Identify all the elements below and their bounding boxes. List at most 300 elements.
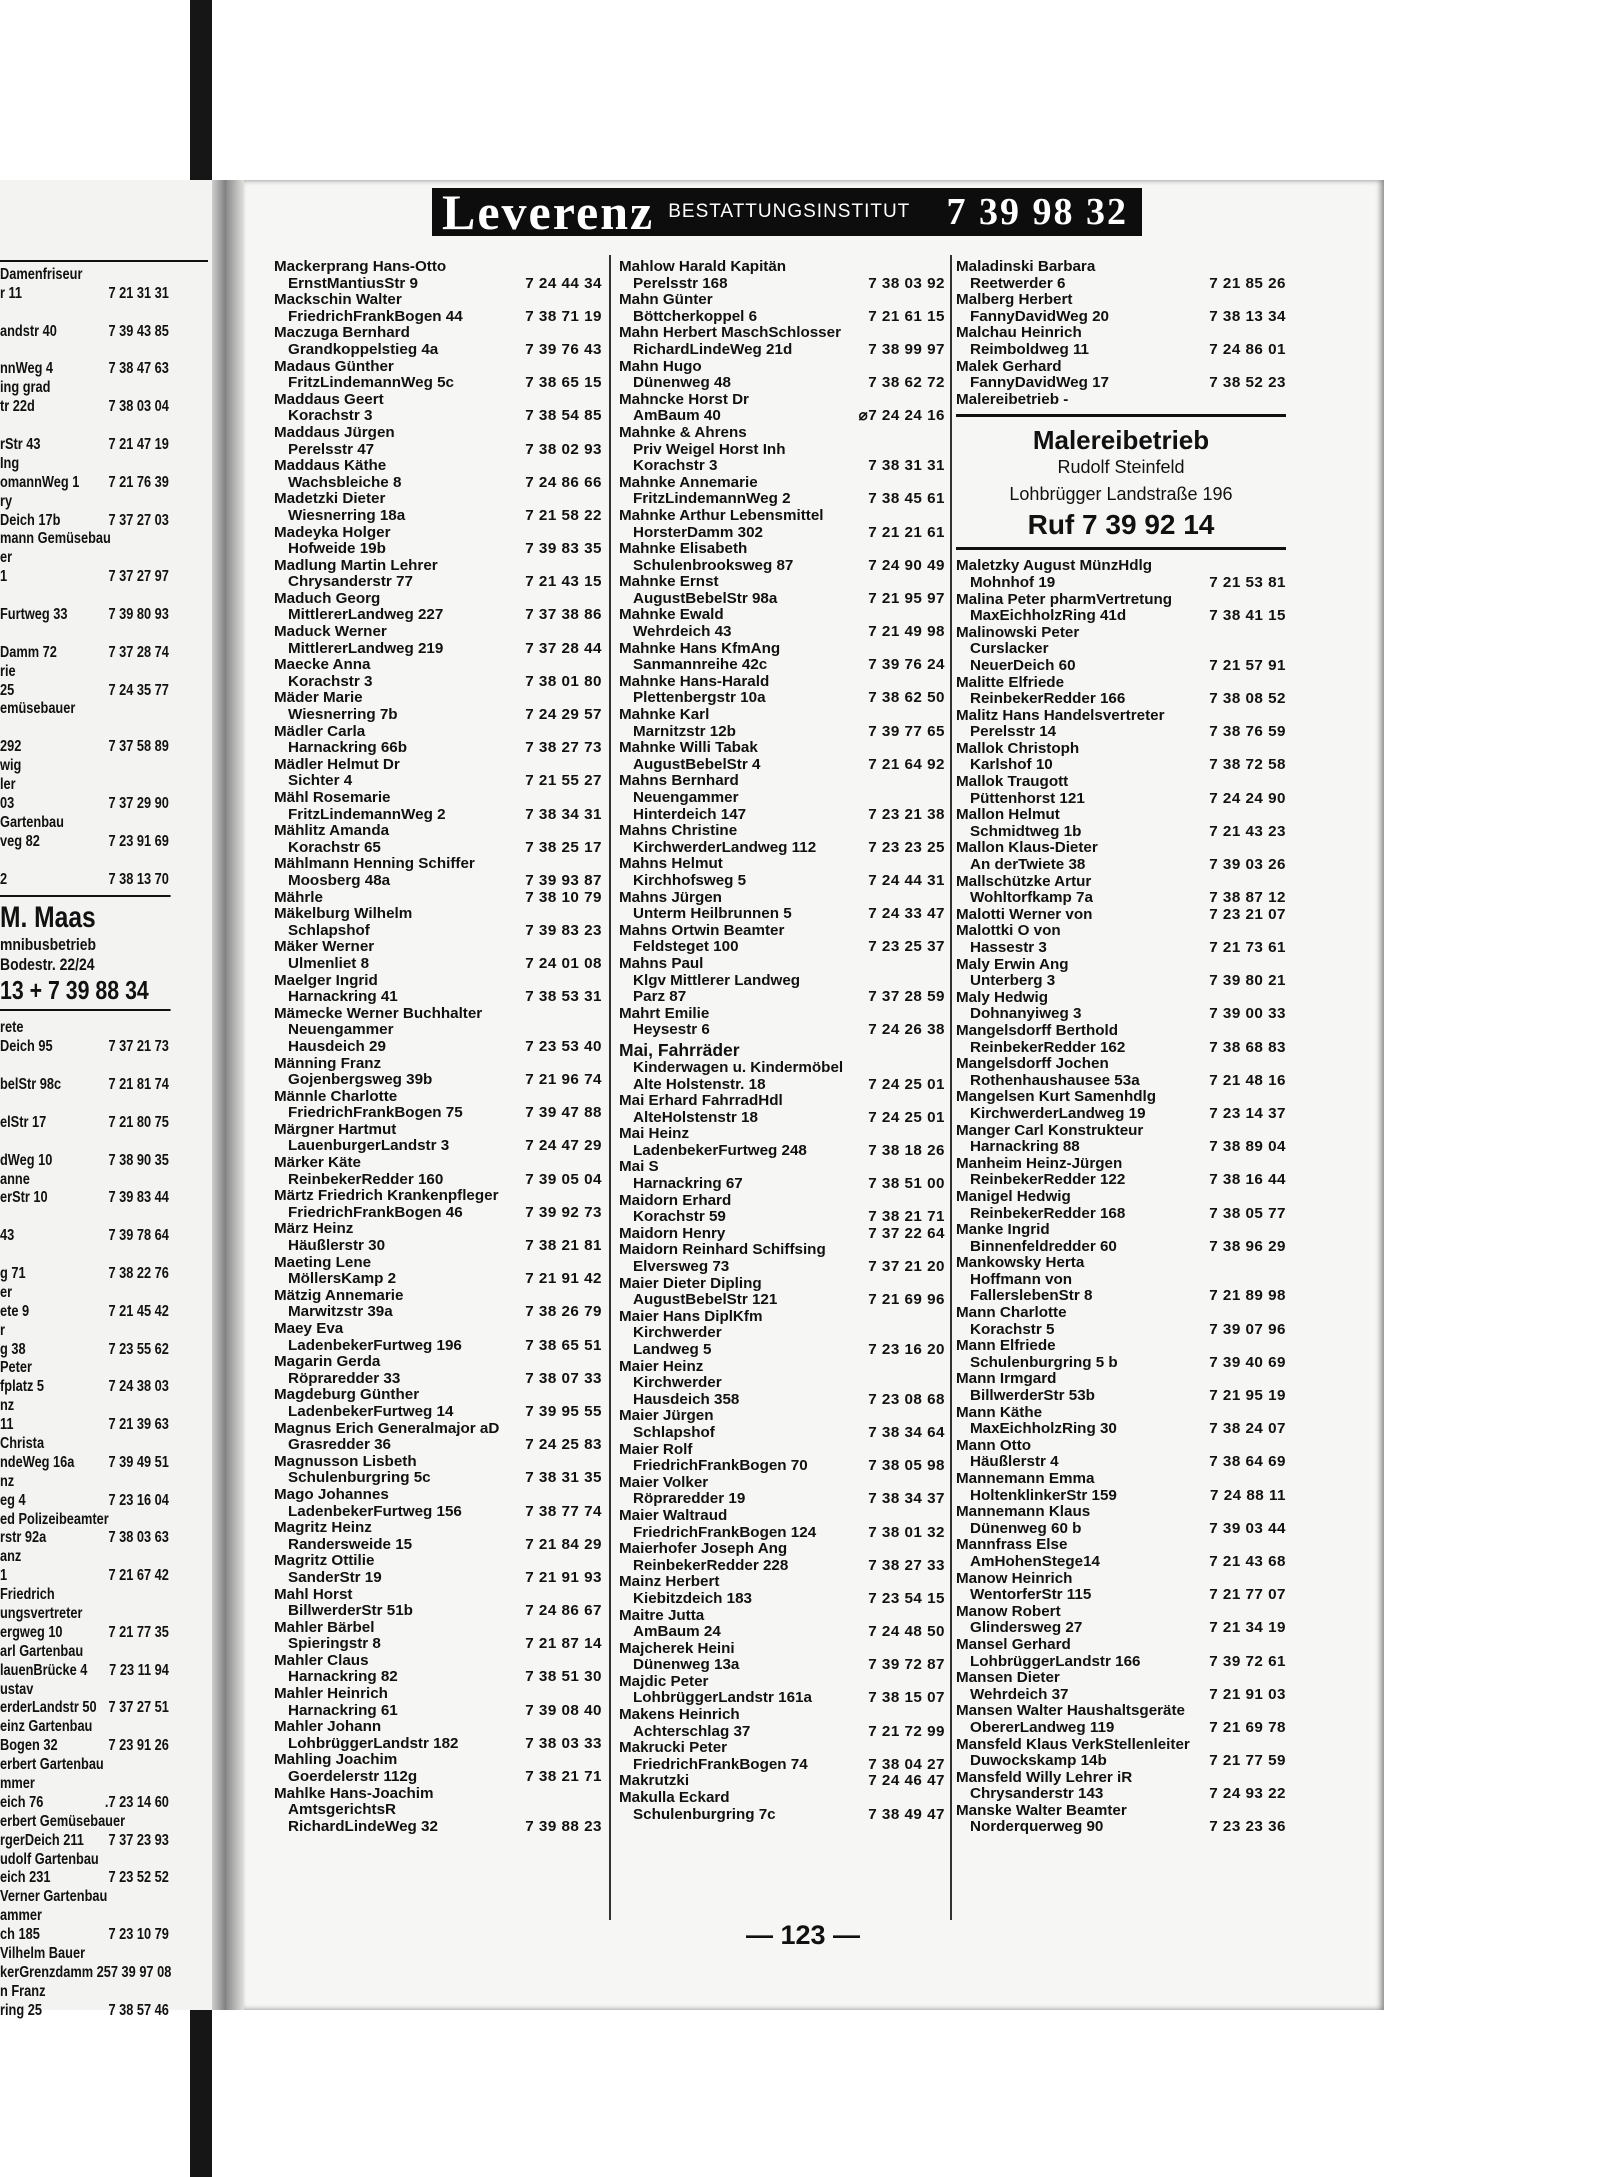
listing-entry bbox=[619, 1022, 945, 1039]
entry-phone bbox=[1282, 1156, 1286, 1173]
entry-phone: 7 21 96 74 bbox=[525, 1071, 602, 1089]
listing-entry bbox=[274, 1271, 602, 1288]
left-entry bbox=[0, 549, 171, 568]
listing-entry bbox=[619, 657, 945, 674]
entry-name: Maierhofer Joseph Ang bbox=[619, 1540, 788, 1558]
entry-phone bbox=[1282, 1670, 1286, 1687]
entry-phone: 7 37 38 86 bbox=[525, 606, 602, 624]
left-entry-phone: 7 38 03 04 bbox=[108, 398, 169, 416]
entry-phone bbox=[1282, 592, 1286, 609]
entry-name: Mackschin Walter bbox=[274, 291, 402, 309]
entry-phone: 7 38 41 15 bbox=[1209, 607, 1286, 625]
listing-entry bbox=[956, 973, 1286, 990]
left-entry bbox=[0, 1492, 171, 1511]
entry-phone: 7 39 88 23 bbox=[525, 1817, 602, 1835]
entry-phone: 7 38 76 59 bbox=[1209, 723, 1286, 741]
entry-name: Mallon Klaus-Dieter bbox=[956, 839, 1098, 857]
listing-entry bbox=[956, 1753, 1286, 1770]
column-divider bbox=[609, 255, 611, 1920]
entry-name: Ulmenliet 8 bbox=[288, 954, 370, 972]
entry-name: Wiesnerring 18a bbox=[288, 506, 406, 524]
listing-entry bbox=[274, 1089, 602, 1106]
listing-entry bbox=[956, 1504, 1286, 1521]
left-entry bbox=[0, 1416, 171, 1435]
entry-name: Mahnke Ewald bbox=[619, 606, 724, 624]
left-entry-phone bbox=[169, 1756, 171, 1775]
left-entry-phone bbox=[169, 757, 171, 776]
entry-name: FritzLindemannWeg 2 bbox=[288, 805, 446, 823]
entry-name: Binnenfeldredder 60 bbox=[970, 1237, 1117, 1255]
left-entry bbox=[0, 757, 171, 776]
left-entry-phone bbox=[169, 1322, 171, 1341]
entry-name: Priv Weigel Horst Inh bbox=[633, 440, 786, 458]
entry-name: Mai S bbox=[619, 1158, 659, 1176]
left-entry-text: rstr 92a bbox=[0, 1529, 47, 1547]
listing-entry bbox=[956, 1620, 1286, 1637]
entry-name: FannyDavidWeg 20 bbox=[970, 307, 1109, 325]
listing-entry bbox=[274, 541, 602, 558]
listing-entry bbox=[956, 1089, 1286, 1106]
entry-phone: 7 38 54 85 bbox=[525, 407, 602, 425]
entry-phone bbox=[598, 292, 602, 309]
entry-name: Achterschlag 37 bbox=[633, 1722, 751, 1740]
entry-phone: 7 39 07 96 bbox=[1209, 1320, 1286, 1338]
listing-entry bbox=[956, 259, 1286, 276]
listing-entry bbox=[619, 1193, 945, 1210]
entry-name: Mangelsdorff Jochen bbox=[956, 1055, 1109, 1073]
entry-phone: 7 21 91 42 bbox=[525, 1270, 602, 1288]
listing-entry bbox=[956, 375, 1286, 392]
entry-phone: 7 39 95 55 bbox=[525, 1402, 602, 1420]
entry-phone bbox=[1282, 1405, 1286, 1422]
left-entry-text: 1 bbox=[0, 568, 8, 586]
entry-phone: 7 38 34 64 bbox=[868, 1423, 945, 1441]
entry-name: Maitre Jutta bbox=[619, 1606, 705, 1624]
listing-entry bbox=[274, 923, 602, 940]
entry-phone: 7 38 25 17 bbox=[525, 838, 602, 856]
left-entry-text: omannWeg 1 bbox=[0, 473, 80, 491]
entry-phone: 7 39 93 87 bbox=[525, 871, 602, 889]
entry-name: Reetwerder 6 bbox=[970, 274, 1066, 292]
listing-entry bbox=[619, 674, 945, 691]
entry-name: Manow Robert bbox=[956, 1602, 1061, 1620]
entry-name: Mahnke Willi Tabak bbox=[619, 739, 758, 757]
entry-phone: 7 24 01 08 bbox=[525, 954, 602, 972]
left-entry-text: anne bbox=[0, 1170, 30, 1188]
left-entry-phone: 7 37 21 73 bbox=[108, 1038, 169, 1056]
column-divider bbox=[950, 255, 952, 1920]
left-entry bbox=[0, 852, 171, 871]
entry-phone bbox=[598, 558, 602, 575]
entry-name: Schlapshof bbox=[288, 921, 370, 939]
listing-entry bbox=[274, 1587, 602, 1604]
left-entry bbox=[0, 1095, 171, 1114]
entry-name: AmtsgerichtsR bbox=[288, 1801, 397, 1819]
entry-name: ReinbekerRedder 168 bbox=[970, 1204, 1126, 1222]
listing-entry bbox=[619, 558, 945, 575]
listing-entry bbox=[274, 823, 602, 840]
entry-name: Harnackring 67 bbox=[633, 1175, 743, 1193]
entry-name: LadenbekerFurtweg 248 bbox=[633, 1141, 807, 1159]
entry-name: LadenbekerFurtweg 14 bbox=[288, 1402, 454, 1420]
listing-entry bbox=[619, 1674, 945, 1691]
left-entry-phone bbox=[169, 1888, 171, 1907]
listing-entry bbox=[619, 873, 945, 890]
listing-entry bbox=[274, 475, 602, 492]
entry-phone bbox=[1282, 708, 1286, 725]
listing-entry bbox=[274, 525, 602, 542]
left-entry-text: andstr 40 bbox=[0, 322, 57, 340]
listing-entry bbox=[274, 1769, 602, 1786]
listing-entry bbox=[619, 1342, 945, 1359]
listing-entry bbox=[274, 906, 602, 923]
entry-phone bbox=[1282, 1770, 1286, 1787]
entry-phone: 7 24 44 34 bbox=[525, 274, 602, 292]
entry-phone bbox=[941, 1707, 945, 1724]
listing-entry bbox=[956, 1770, 1286, 1787]
listing-entry bbox=[956, 558, 1286, 575]
listing-entry bbox=[274, 508, 602, 525]
listing-entry bbox=[956, 1338, 1286, 1355]
entry-name: LadenbekerFurtweg 156 bbox=[288, 1502, 462, 1520]
entry-name: Kirchwerder bbox=[633, 1374, 722, 1392]
listing-entry bbox=[619, 1077, 945, 1094]
entry-phone bbox=[598, 657, 602, 674]
left-entry-phone bbox=[169, 417, 171, 436]
entry-phone: 7 38 27 73 bbox=[525, 739, 602, 757]
listing-entry bbox=[619, 1657, 945, 1674]
header-banner bbox=[432, 184, 1142, 240]
left-entry-phone bbox=[169, 1019, 171, 1038]
entry-phone: 7 38 96 29 bbox=[1209, 1237, 1286, 1255]
left-entry bbox=[0, 719, 171, 738]
entry-phone bbox=[598, 1553, 602, 1570]
entry-phone bbox=[1282, 292, 1286, 309]
left-entry-text: er bbox=[0, 549, 13, 567]
left-entry-text: 292 bbox=[0, 738, 22, 756]
entry-phone: 7 21 58 22 bbox=[525, 506, 602, 524]
entry-name: Schulenburgring 7c bbox=[633, 1805, 776, 1823]
left-entry-phone: 7 37 58 89 bbox=[108, 738, 169, 756]
listing-entry bbox=[619, 392, 945, 409]
listing-entry bbox=[956, 1703, 1286, 1720]
entry-phone: 7 38 49 47 bbox=[868, 1805, 945, 1823]
entry-name: Mahn Günter bbox=[619, 291, 713, 309]
left-entry bbox=[0, 1813, 171, 1832]
left-entry-text: rie bbox=[0, 662, 16, 680]
listing-entry bbox=[619, 607, 945, 624]
left-entry bbox=[0, 1378, 171, 1397]
entry-name: Malottki O von bbox=[956, 922, 1061, 940]
left-entry-phone bbox=[169, 1171, 171, 1190]
entry-name: Madaus Günther bbox=[274, 357, 394, 375]
listing-entry bbox=[619, 491, 945, 508]
left-entry-phone bbox=[169, 266, 171, 285]
left-entry-text: erbert Gemüsebauer bbox=[0, 1812, 126, 1830]
entry-phone: 7 38 34 31 bbox=[525, 805, 602, 823]
left-entry-phone: 7 38 22 76 bbox=[108, 1264, 169, 1282]
entry-phone bbox=[598, 1653, 602, 1670]
left-entry-phone bbox=[169, 663, 171, 682]
listing-entry bbox=[619, 1408, 945, 1425]
listing-entry bbox=[619, 624, 945, 641]
left-entry-phone: 7 23 91 69 bbox=[108, 832, 169, 850]
entry-name: Korachstr 3 bbox=[288, 672, 373, 690]
entry-phone bbox=[1282, 1438, 1286, 1455]
left-entry bbox=[0, 1832, 171, 1851]
entry-name: FritzLindemannWeg 5c bbox=[288, 374, 454, 392]
entry-name: Wachsbleiche 8 bbox=[288, 473, 402, 491]
left-entry-text: er bbox=[0, 1283, 13, 1301]
entry-name: Dünenweg 48 bbox=[633, 374, 731, 392]
listing-entry bbox=[274, 1719, 602, 1736]
entry-name: KirchwerderLandweg 112 bbox=[633, 838, 817, 856]
listing-entry bbox=[274, 840, 602, 857]
left-entry bbox=[0, 474, 171, 493]
listing-entry bbox=[274, 1653, 602, 1670]
left-entry-phone: .7 23 14 60 bbox=[104, 1793, 169, 1811]
entry-phone bbox=[598, 1255, 602, 1272]
left-entry-phone bbox=[169, 342, 171, 361]
left-entry bbox=[0, 1171, 171, 1190]
entry-phone bbox=[941, 1309, 945, 1326]
entry-name: Randersweide 15 bbox=[288, 1535, 413, 1553]
left-entry bbox=[0, 776, 171, 795]
entry-name: Wohltorfkamp 7a bbox=[970, 889, 1093, 907]
listing-entry bbox=[619, 740, 945, 757]
listing-entry bbox=[619, 1060, 945, 1077]
listing-entry bbox=[274, 1288, 602, 1305]
entry-phone bbox=[598, 790, 602, 807]
entry-name: Schulenbrooksweg 87 bbox=[633, 556, 794, 574]
entry-phone: 7 38 01 80 bbox=[525, 672, 602, 690]
left-entry-text: ete 9 bbox=[0, 1302, 30, 1320]
entry-phone bbox=[1282, 1189, 1286, 1206]
left-entry-phone bbox=[169, 1605, 171, 1624]
listing-entry bbox=[956, 1040, 1286, 1057]
entry-name: Maier Dieter Dipling bbox=[619, 1274, 762, 1292]
listing-entry bbox=[619, 1143, 945, 1160]
entry-phone: 7 38 26 79 bbox=[525, 1303, 602, 1321]
left-entry bbox=[0, 1019, 171, 1038]
entry-name: Manke Ingrid bbox=[956, 1221, 1050, 1239]
listing-entry bbox=[956, 990, 1286, 1007]
listing-entry bbox=[619, 309, 945, 326]
left-entry-phone: 7 21 81 74 bbox=[108, 1076, 169, 1094]
entry-phone: 7 21 48 16 bbox=[1209, 1071, 1286, 1089]
entry-phone: 7 23 21 38 bbox=[868, 805, 945, 823]
entry-name: RichardLindeWeg 21d bbox=[633, 340, 793, 358]
listing-entry bbox=[619, 508, 945, 525]
listing-entry bbox=[956, 824, 1286, 841]
listing-entry bbox=[274, 1056, 602, 1073]
entry-name: Harnackring 41 bbox=[288, 988, 398, 1006]
entry-phone: 7 37 28 59 bbox=[868, 988, 945, 1006]
entry-phone: 7 23 14 37 bbox=[1209, 1104, 1286, 1122]
listing-entry bbox=[619, 1757, 945, 1774]
left-entry-text: lauenBrücke 4 bbox=[0, 1661, 88, 1679]
left-entry-text: ammer bbox=[0, 1907, 42, 1925]
listing-entry bbox=[956, 1222, 1286, 1239]
entry-name: Mann Irmgard bbox=[956, 1370, 1057, 1388]
listing-entry bbox=[274, 375, 602, 392]
entry-name: Heysestr 6 bbox=[633, 1021, 710, 1039]
entry-name: Chrysanderstr 77 bbox=[288, 573, 413, 591]
entry-name: Harnackring 61 bbox=[288, 1701, 398, 1719]
entry-phone: 7 24 86 67 bbox=[525, 1602, 602, 1620]
entry-name: FriedrichFrankBogen 70 bbox=[633, 1457, 808, 1475]
left-entry-phone: 7 39 83 44 bbox=[108, 1189, 169, 1207]
entry-name: Schulenburgring 5 b bbox=[970, 1353, 1118, 1371]
listing-entry bbox=[956, 1388, 1286, 1405]
left-entry bbox=[0, 455, 171, 474]
entry-name: Märgner Hartmut bbox=[274, 1120, 397, 1138]
left-entry-phone: 7 38 90 35 bbox=[108, 1151, 169, 1169]
entry-phone bbox=[598, 973, 602, 990]
entry-name: Mackerprang Hans-Otto bbox=[274, 258, 447, 275]
entry-name: ReinbekerRedder 166 bbox=[970, 690, 1126, 708]
listing-entry bbox=[619, 1093, 945, 1110]
listing-entry bbox=[274, 1354, 602, 1371]
listing-entry bbox=[956, 625, 1286, 642]
listing-entry bbox=[619, 1558, 945, 1575]
listing-entry bbox=[619, 276, 945, 293]
entry-phone bbox=[1282, 1737, 1286, 1754]
entry-phone: 7 24 48 50 bbox=[868, 1623, 945, 1641]
entry-phone: 7 39 72 87 bbox=[868, 1656, 945, 1674]
entry-phone bbox=[941, 1508, 945, 1525]
entry-name: Mann Elfriede bbox=[956, 1337, 1056, 1355]
entry-phone: 7 39 47 88 bbox=[525, 1104, 602, 1122]
entry-phone: 7 24 86 66 bbox=[525, 473, 602, 491]
entry-name: Neuengammer bbox=[288, 1021, 394, 1039]
entry-phone bbox=[598, 1354, 602, 1371]
entry-name: Mallon Helmut bbox=[956, 806, 1060, 824]
listing-entry bbox=[274, 790, 602, 807]
left-entry-text: 1 bbox=[0, 1567, 8, 1585]
left-entry bbox=[0, 1548, 171, 1567]
left-entry-phone: 7 23 11 94 bbox=[109, 1661, 169, 1679]
entry-name: LohbrüggerLandstr 166 bbox=[970, 1652, 1141, 1670]
entry-phone bbox=[1282, 1537, 1286, 1554]
entry-phone bbox=[941, 325, 945, 342]
page-gutter bbox=[212, 180, 226, 2010]
page-edge bbox=[226, 180, 246, 2010]
left-entry-phone: 7 21 76 39 bbox=[108, 473, 169, 491]
entry-phone: 7 24 44 31 bbox=[868, 871, 945, 889]
left-entry-text: Damenfriseur bbox=[0, 266, 83, 283]
entry-name: Mähl Rosemarie bbox=[274, 789, 391, 806]
entry-name: Mangelsen Kurt Samenhdlg bbox=[956, 1088, 1156, 1106]
entry-name: Mai Erhard FahrradHdl bbox=[619, 1092, 783, 1110]
entry-phone: 7 38 31 35 bbox=[525, 1469, 602, 1487]
entry-name: Hinterdeich 147 bbox=[633, 805, 747, 823]
entry-name: BillwerderStr 53b bbox=[970, 1387, 1095, 1405]
entry-name: Korachstr 5 bbox=[970, 1320, 1055, 1338]
left-entry-phone: 7 39 80 93 bbox=[108, 606, 169, 624]
listing-entry bbox=[619, 1325, 945, 1342]
entry-phone bbox=[941, 1093, 945, 1110]
listing-entry bbox=[619, 856, 945, 873]
entry-phone bbox=[598, 724, 602, 741]
listing-entry bbox=[956, 874, 1286, 891]
listing-entry bbox=[274, 574, 602, 591]
left-entry-phone: 7 23 16 04 bbox=[108, 1491, 169, 1509]
entry-name: Schmidtweg 1b bbox=[970, 822, 1082, 840]
entry-phone: 7 38 62 72 bbox=[868, 374, 945, 392]
left-entry-phone: 7 39 43 85 bbox=[108, 322, 169, 340]
entry-phone bbox=[1282, 1471, 1286, 1488]
entry-phone bbox=[1282, 1604, 1286, 1621]
entry-phone bbox=[1282, 1571, 1286, 1588]
left-entry-phone: 7 38 47 63 bbox=[108, 360, 169, 378]
listing-entry bbox=[274, 1338, 602, 1355]
listing-entry bbox=[956, 1521, 1286, 1538]
entry-name: Unterberg 3 bbox=[970, 972, 1056, 990]
entry-name: ReinbekerRedder 122 bbox=[970, 1171, 1126, 1189]
listing-entry bbox=[956, 1073, 1286, 1090]
entry-phone bbox=[598, 1719, 602, 1736]
listing-entry bbox=[274, 624, 602, 641]
listing-entry bbox=[956, 1604, 1286, 1621]
left-entry-phone: 7 21 67 42 bbox=[108, 1567, 169, 1585]
listing-entry bbox=[619, 707, 945, 724]
entry-name: Sanmannreihe 42c bbox=[633, 656, 768, 674]
left-entry-text: mann Gemüsebau bbox=[0, 530, 111, 548]
left-entry-phone: 7 38 13 70 bbox=[108, 870, 169, 888]
left-entry bbox=[0, 379, 171, 398]
entry-phone bbox=[941, 1126, 945, 1143]
entry-phone bbox=[1282, 1272, 1286, 1289]
entry-phone bbox=[598, 1321, 602, 1338]
entry-phone bbox=[1282, 1123, 1286, 1140]
left-entry bbox=[0, 738, 171, 757]
left-entry-phone: 7 39 49 51 bbox=[108, 1453, 169, 1471]
listing-entry bbox=[274, 1022, 602, 1039]
listing-entry bbox=[619, 1226, 945, 1243]
entry-name: Mädler Helmut Dr bbox=[274, 755, 400, 773]
entry-phone: 7 21 57 91 bbox=[1209, 656, 1286, 674]
left-entry-phone bbox=[169, 304, 171, 323]
entry-phone bbox=[1282, 1222, 1286, 1239]
listing-entry bbox=[274, 1304, 602, 1321]
left-entry-phone: 7 23 52 52 bbox=[108, 1869, 169, 1887]
left-entry-phone bbox=[169, 1643, 171, 1662]
entry-phone: 7 24 24 90 bbox=[1209, 789, 1286, 807]
left-entry-text: ry bbox=[0, 492, 13, 510]
listing-entry bbox=[619, 1574, 945, 1591]
entry-name: Mann Käthe bbox=[956, 1403, 1043, 1421]
left-entry bbox=[0, 663, 171, 682]
left-entry-text: einz Gartenbau bbox=[0, 1718, 93, 1736]
left-entry-text: Deich 17b bbox=[0, 511, 61, 529]
listing-entry bbox=[274, 856, 602, 873]
listing-entry bbox=[956, 923, 1286, 940]
entry-phone bbox=[941, 674, 945, 691]
entry-name: LohbrüggerLandstr 182 bbox=[288, 1734, 459, 1752]
entry-name: Mahns Helmut bbox=[619, 855, 723, 873]
entry-name: Makrucki Peter bbox=[619, 1739, 728, 1757]
listing-entry bbox=[274, 1669, 602, 1686]
left-entry bbox=[0, 1473, 171, 1492]
entry-phone bbox=[1282, 923, 1286, 940]
listing-entry bbox=[274, 1620, 602, 1637]
listing-entry bbox=[956, 1405, 1286, 1422]
left-entry-text: ustav bbox=[0, 1680, 34, 1698]
listing-entry bbox=[956, 592, 1286, 609]
listing-entry bbox=[619, 989, 945, 1006]
entry-name: AugustBebelStr 98a bbox=[633, 589, 778, 607]
